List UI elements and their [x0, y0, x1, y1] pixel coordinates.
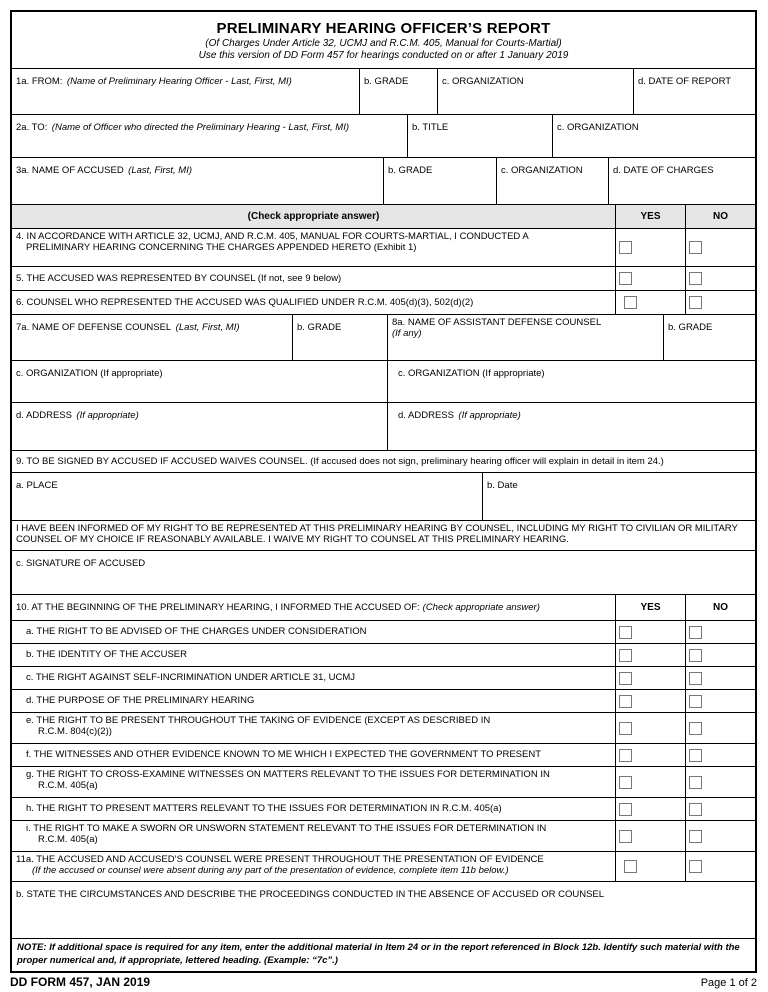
question-9-statement-row — [12, 520, 755, 550]
row-3 — [12, 157, 755, 204]
question-10h-no-checkbox[interactable] — [689, 803, 702, 816]
field-name-of-accused[interactable]: 3a. NAME OF ACCUSED (Last, First, MI) — [16, 165, 193, 176]
question-11a-no-checkbox[interactable] — [689, 860, 702, 873]
question-9-header: 9. TO BE SIGNED BY ACCUSED IF ACCUSED WAIVES COUNSEL. (If accused does not sign, preliminary hearing officer will explain in detail in item 24.) — [16, 455, 664, 467]
waiver-statement: I HAVE BEEN INFORMED OF MY RIGHT TO BE REPRESENTED AT THIS PRELIMINARY HEARING BY COUNSEL, INCLUDING MY RIGHT TO CIVILIAN OR MILITARY COUNSEL OF MY CHOICE IF REASONABLY AVAILABLE. I WAIVE MY RIGHT TO COUNSEL AT THIS PRELIMINARY HEARING. — [16, 523, 738, 546]
question-10f-row — [12, 743, 755, 766]
question-11b-row — [12, 881, 755, 938]
field-defense-counsel-grade[interactable]: b. GRADE — [292, 315, 387, 360]
question-9-signature-row — [12, 550, 755, 594]
question-10c-no-checkbox[interactable] — [689, 672, 702, 685]
field-assistant-counsel-grade[interactable]: b. GRADE — [663, 315, 755, 360]
question-10g-label: g. THE RIGHT TO CROSS-EXAMINE WITNESSES ON MATTERS RELEVANT TO THE ISSUES FOR DETERMINATION IN R.C.M. 405(a) — [26, 769, 550, 792]
field-grade-3b[interactable]: b. GRADE — [383, 158, 496, 204]
field-waiver-date[interactable]: b. Date — [482, 473, 755, 520]
question-6-yes-checkbox[interactable] — [624, 296, 637, 309]
field-organization-2c[interactable]: c. ORGANIZATION — [552, 115, 755, 157]
question-11a-label: 11a. THE ACCUSED AND ACCUSED’S COUNSEL WERE PRESENT THROUGHOUT THE PRESENTATION OF EVIDENCE (If the accused or counsel were absent during any part of the presentation of evidence, complete item 11b below.) — [16, 854, 544, 877]
question-10h-yes-checkbox[interactable] — [619, 803, 632, 816]
field-assistant-counsel-org[interactable]: c. ORGANIZATION (If appropriate) — [387, 361, 755, 402]
question-10f-no-checkbox[interactable] — [689, 749, 702, 762]
question-10b-yes-checkbox[interactable] — [619, 649, 632, 662]
question-10i-yes-checkbox[interactable] — [619, 830, 632, 843]
counsel-address-row — [12, 402, 755, 450]
field-signature-of-accused[interactable]: c. SIGNATURE OF ACCUSED — [16, 558, 146, 569]
question-10e-row — [12, 712, 755, 743]
question-10d-label: d. THE PURPOSE OF THE PRELIMINARY HEARING — [26, 695, 255, 707]
question-10-header-row — [12, 594, 755, 620]
no-column-header: NO — [685, 205, 755, 228]
question-4-no-checkbox[interactable] — [689, 241, 702, 254]
field-defense-counsel-name[interactable]: 7a. NAME OF DEFENSE COUNSEL (Last, First, MI) — [16, 322, 240, 333]
question-4-label: 4. IN ACCORDANCE WITH ARTICLE 32, UCMJ, AND R.C.M. 405, MANUAL FOR COURTS-MARTIAL, I CONDUCTED A PRELIMINARY HEARING CONCERNING THE CHARGES APPENDED HERETO (Exhibit 1) — [16, 231, 529, 254]
question-10c-label: c. THE RIGHT AGAINST SELF-INCRIMINATION UNDER ARTICLE 31, UCMJ — [26, 672, 356, 684]
form-header — [12, 12, 755, 68]
yes-column-header: YES — [615, 205, 685, 228]
question-6-no-cell — [685, 291, 755, 314]
question-10c-yes-checkbox[interactable] — [619, 672, 632, 685]
question-5-row — [12, 266, 755, 290]
field-assistant-counsel-name[interactable]: 8a. NAME OF ASSISTANT DEFENSE COUNSEL (If any) — [387, 315, 663, 360]
question-10d-row — [12, 689, 755, 712]
field-title-2b[interactable]: b. TITLE — [407, 115, 552, 157]
field-organization-1c[interactable]: c. ORGANIZATION — [437, 69, 633, 114]
field-date-of-charges[interactable]: d. DATE OF CHARGES — [608, 158, 755, 204]
question-10i-no-checkbox[interactable] — [689, 830, 702, 843]
question-9-place-date-row — [12, 472, 755, 520]
question-10f-label: f. THE WITNESSES AND OTHER EVIDENCE KNOWN TO ME WHICH I EXPECTED THE GOVERNMENT TO PRESENT — [26, 749, 542, 761]
question-6-row — [12, 290, 755, 314]
field-to[interactable] — [12, 115, 407, 157]
field-from-hint: (Name of Preliminary Hearing Officer - Last, First, MI) — [66, 76, 292, 87]
check-answer-label: (Check appropriate answer) — [247, 211, 380, 222]
question-10a-label: a. THE RIGHT TO BE ADVISED OF THE CHARGES UNDER CONSIDERATION — [26, 626, 367, 638]
question-4-yes-cell — [615, 229, 685, 266]
question-10a-row — [12, 620, 755, 643]
field-to-label: 2a. TO: — [16, 122, 48, 133]
page-number: Page 1 of 2 — [700, 977, 757, 989]
question-6-label: 6. COUNSEL WHO REPRESENTED THE ACCUSED WAS QUALIFIED UNDER R.C.M. 405(d)(3), 502(d)(2) — [16, 296, 474, 308]
question-10-no-header: NO — [685, 595, 755, 620]
question-10e-label: e. THE RIGHT TO BE PRESENT THROUGHOUT THE TAKING OF EVIDENCE (EXCEPT AS DESCRIBED IN R.C.M. 804(c)(2)) — [26, 715, 491, 738]
question-5-yes-cell — [615, 267, 685, 290]
row-2 — [12, 114, 755, 157]
question-10-header: 10. AT THE BEGINNING OF THE PRELIMINARY HEARING, I INFORMED THE ACCUSED OF: (Check appropriate answer) — [16, 601, 540, 613]
question-10i-row — [12, 820, 755, 851]
question-11a-yes-checkbox[interactable] — [624, 860, 637, 873]
field-11b-circumstances[interactable]: b. STATE THE CIRCUMSTANCES AND DESCRIBE THE PROCEEDINGS CONDUCTED IN THE ABSENCE OF ACCUSED OR COUNSEL — [16, 889, 605, 900]
question-10a-yes-checkbox[interactable] — [619, 626, 632, 639]
question-10e-yes-checkbox[interactable] — [619, 722, 632, 735]
question-10h-row — [12, 797, 755, 820]
note-box: NOTE: If additional space is required for any item, enter the additional material in Item 24 or in the report referenced in Block 12b. Identify such material with the proper numerical and, if appropriate, lettered heading. (Example: “7c”.) — [12, 938, 755, 971]
question-10d-no-checkbox[interactable] — [689, 695, 702, 708]
question-5-no-checkbox[interactable] — [689, 272, 702, 285]
question-10c-row — [12, 666, 755, 689]
question-10b-label: b. THE IDENTITY OF THE ACCUSER — [26, 649, 188, 661]
field-from[interactable] — [12, 69, 359, 114]
question-9-header-row — [12, 450, 755, 472]
question-4-yes-checkbox[interactable] — [619, 241, 632, 254]
question-10g-row — [12, 766, 755, 797]
question-10e-no-checkbox[interactable] — [689, 722, 702, 735]
question-5-yes-checkbox[interactable] — [619, 272, 632, 285]
field-grade-1b[interactable]: b. GRADE — [359, 69, 437, 114]
form-title: PRELIMINARY HEARING OFFICER’S REPORT — [216, 19, 551, 37]
question-4-row — [12, 228, 755, 266]
field-date-of-report[interactable]: d. DATE OF REPORT — [633, 69, 755, 114]
question-10i-label: i. THE RIGHT TO MAKE A SWORN OR UNSWORN STATEMENT RELEVANT TO THE ISSUES FOR DETERMINATION IN R.C.M. 405(a) — [26, 823, 547, 846]
field-to-hint: (Name of Officer who directed the Preliminary Hearing - Last, First, MI) — [51, 122, 350, 133]
question-5-no-cell — [685, 267, 755, 290]
question-5-label: 5. THE ACCUSED WAS REPRESENTED BY COUNSEL (If not, see 9 below) — [16, 272, 342, 284]
question-4-no-cell — [685, 229, 755, 266]
question-10f-yes-checkbox[interactable] — [619, 749, 632, 762]
question-10h-label: h. THE RIGHT TO PRESENT MATTERS RELEVANT TO THE ISSUES FOR DETERMINATION IN R.C.M. 405(a) — [26, 803, 502, 815]
counsel-name-row — [12, 314, 755, 360]
question-10d-yes-checkbox[interactable] — [619, 695, 632, 708]
question-10b-no-checkbox[interactable] — [689, 649, 702, 662]
question-10g-no-checkbox[interactable] — [689, 776, 702, 789]
question-10g-yes-checkbox[interactable] — [619, 776, 632, 789]
field-from-label: 1a. FROM: — [16, 76, 63, 87]
form-outer-box — [10, 10, 757, 973]
question-10-yes-header: YES — [615, 595, 685, 620]
field-defense-counsel-address[interactable]: d. ADDRESS (If appropriate) — [16, 410, 139, 421]
field-defense-counsel-org[interactable]: c. ORGANIZATION (If appropriate) — [16, 368, 163, 379]
question-10a-no-checkbox[interactable] — [689, 626, 702, 639]
question-10b-row — [12, 643, 755, 666]
check-answer-header-row — [12, 204, 755, 228]
field-assistant-counsel-address[interactable]: d. ADDRESS (If appropriate) — [387, 403, 755, 450]
question-11a-row — [12, 851, 755, 881]
field-organization-3c[interactable]: c. ORGANIZATION — [496, 158, 608, 204]
page-footer — [10, 975, 757, 989]
field-place[interactable]: a. PLACE — [16, 480, 58, 491]
counsel-organization-row — [12, 360, 755, 402]
form-number: DD FORM 457, JAN 2019 — [10, 975, 151, 989]
question-6-yes-cell — [615, 291, 685, 314]
question-6-no-checkbox[interactable] — [689, 296, 702, 309]
row-1 — [12, 68, 755, 114]
form-subtitle-1: (Of Charges Under Article 32, UCMJ and R.C.M. 405, Manual for Courts-Martial) — [205, 37, 562, 49]
form-subtitle-2: Use this version of DD Form 457 for hearings conducted on or after 1 January 2019 — [198, 49, 569, 61]
